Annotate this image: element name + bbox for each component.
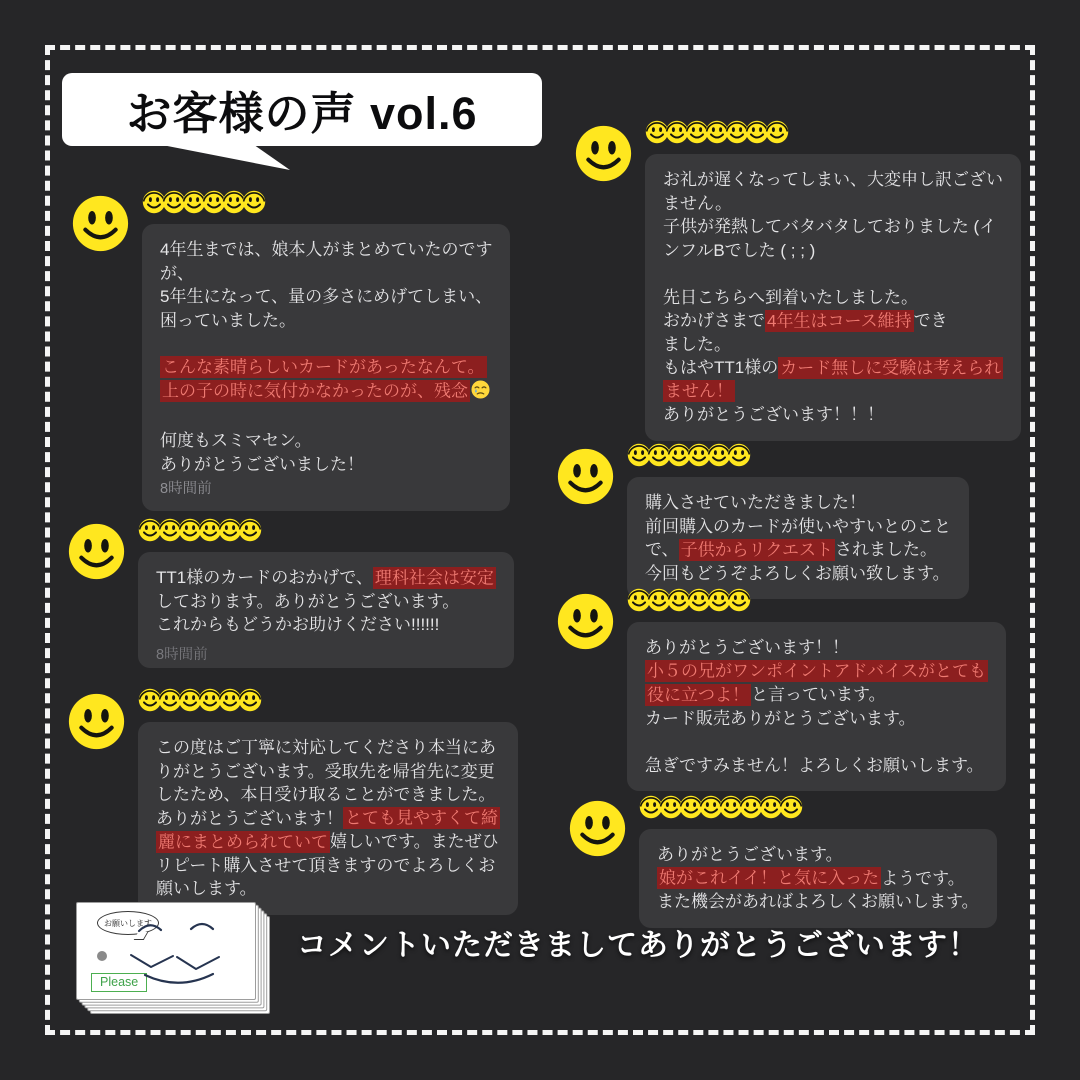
smiley-avatar-icon — [575, 125, 632, 182]
message-bubble — [627, 622, 1006, 791]
card-please-tag: Please — [91, 973, 147, 992]
smiley-avatar-icon — [557, 593, 614, 650]
small-smiley-icon — [242, 190, 266, 214]
small-smiley-icon — [238, 688, 262, 712]
smiley-avatar-icon — [72, 195, 129, 252]
testimonial — [557, 443, 969, 599]
card-speech-label: お願いします — [104, 918, 152, 928]
timestamp-clipped: 8時間前 — [156, 646, 208, 663]
thank-you-card-stack — [76, 902, 281, 1024]
smiley-rating-row — [645, 120, 785, 144]
message-text: ありがとうございます。 娘がこれイイ！と気に入った ようです。 また機会があればよろしくお願いします。 — [657, 845, 979, 911]
page-title: お客様の声 vol.6 — [126, 88, 478, 139]
message-bubble — [138, 722, 518, 915]
small-smiley-icon — [765, 120, 789, 144]
small-smiley-icon — [238, 518, 262, 542]
testimonial — [68, 688, 518, 915]
message-bubble — [627, 477, 969, 599]
small-smiley-icon — [727, 443, 751, 467]
small-smiley-icon — [727, 588, 751, 612]
card-dot — [97, 951, 107, 961]
smiley-avatar-icon — [557, 448, 614, 505]
timestamp: 8時間前 — [160, 481, 212, 497]
crying-emoji-icon — [471, 380, 490, 406]
testimonial — [557, 588, 1006, 791]
message-text: TT1様のカードのおかげで、 理科社会は安定 しております。ありがとうございます。 これからもどうかお助けください!!!!!! — [156, 568, 494, 634]
testimonial — [569, 795, 997, 928]
message-bubble — [138, 552, 514, 668]
smiley-rating-row — [142, 190, 262, 214]
smiley-rating-row — [639, 795, 799, 819]
card-face-icon — [129, 915, 247, 993]
message-bubble — [645, 154, 1021, 441]
smiley-avatar-icon — [68, 523, 125, 580]
message-text: ありがとうございます！！ 小５の兄がワンポイントアドバイスがとても 役に立つよ！ と言っています。 カード販売ありがとうございます。 急ぎですみません！よろしくお願いします。 — [645, 638, 986, 775]
footer-thanks-text: コメントいただきましてありがとうございます！ — [297, 929, 979, 962]
smiley-rating-row — [627, 443, 747, 467]
small-smiley-icon — [779, 795, 803, 819]
testimonial — [68, 518, 514, 668]
message-bubble — [639, 829, 997, 928]
smiley-rating-row — [627, 588, 747, 612]
message-text: 4年生までは、娘本人がまとめていたのです が、 5年生になって、量の多さにめげてしまい、 困っていました。 こんな素晴らしいカードがあったなんて。 上の子の時に気付かなかったのが、残念 何度もスミマセン。 ありがとうございました！ — [160, 240, 493, 474]
message-bubble — [142, 224, 510, 511]
card-top — [76, 902, 256, 1000]
testimonial — [575, 120, 1021, 441]
testimonial — [72, 190, 510, 511]
message-text: 購入させていただきました！ 前回購入のカードが使いやすいとのこと で、 子供からリクエスト されました。 今回もどうぞよろしくお願い致します。 — [645, 493, 951, 583]
smiley-rating-row — [138, 688, 258, 712]
smiley-avatar-icon — [68, 693, 125, 750]
message-text: お礼が遅くなってしまい、大変申し訳ござい ません。 子供が発熱してバタバタしておりました (イ ンフルBでした ( ; ; ) 先日こちらへ到着いたしました。 おかげさまで 4年生はコース維持 でき ました。 もはやTT1様の カード無しに受験は考えられ ません！ ありがとうございます！！！ — [663, 170, 1003, 424]
smiley-avatar-icon — [569, 800, 626, 857]
title-bubble — [62, 73, 542, 146]
message-text: この度はご丁寧に対応してくださり本当にあ りがとうございます。受取先を帰省先に変更 したため、本日受け取ることができました。 ありがとうございます！ とても見やすくて綺 麗にまとめられていて 嬉しいです。またぜひ リピート購入させて頂きますのでよろしくお 願いします。 — [156, 738, 499, 898]
smiley-rating-row — [138, 518, 258, 542]
title-bubble-tail — [152, 143, 290, 170]
